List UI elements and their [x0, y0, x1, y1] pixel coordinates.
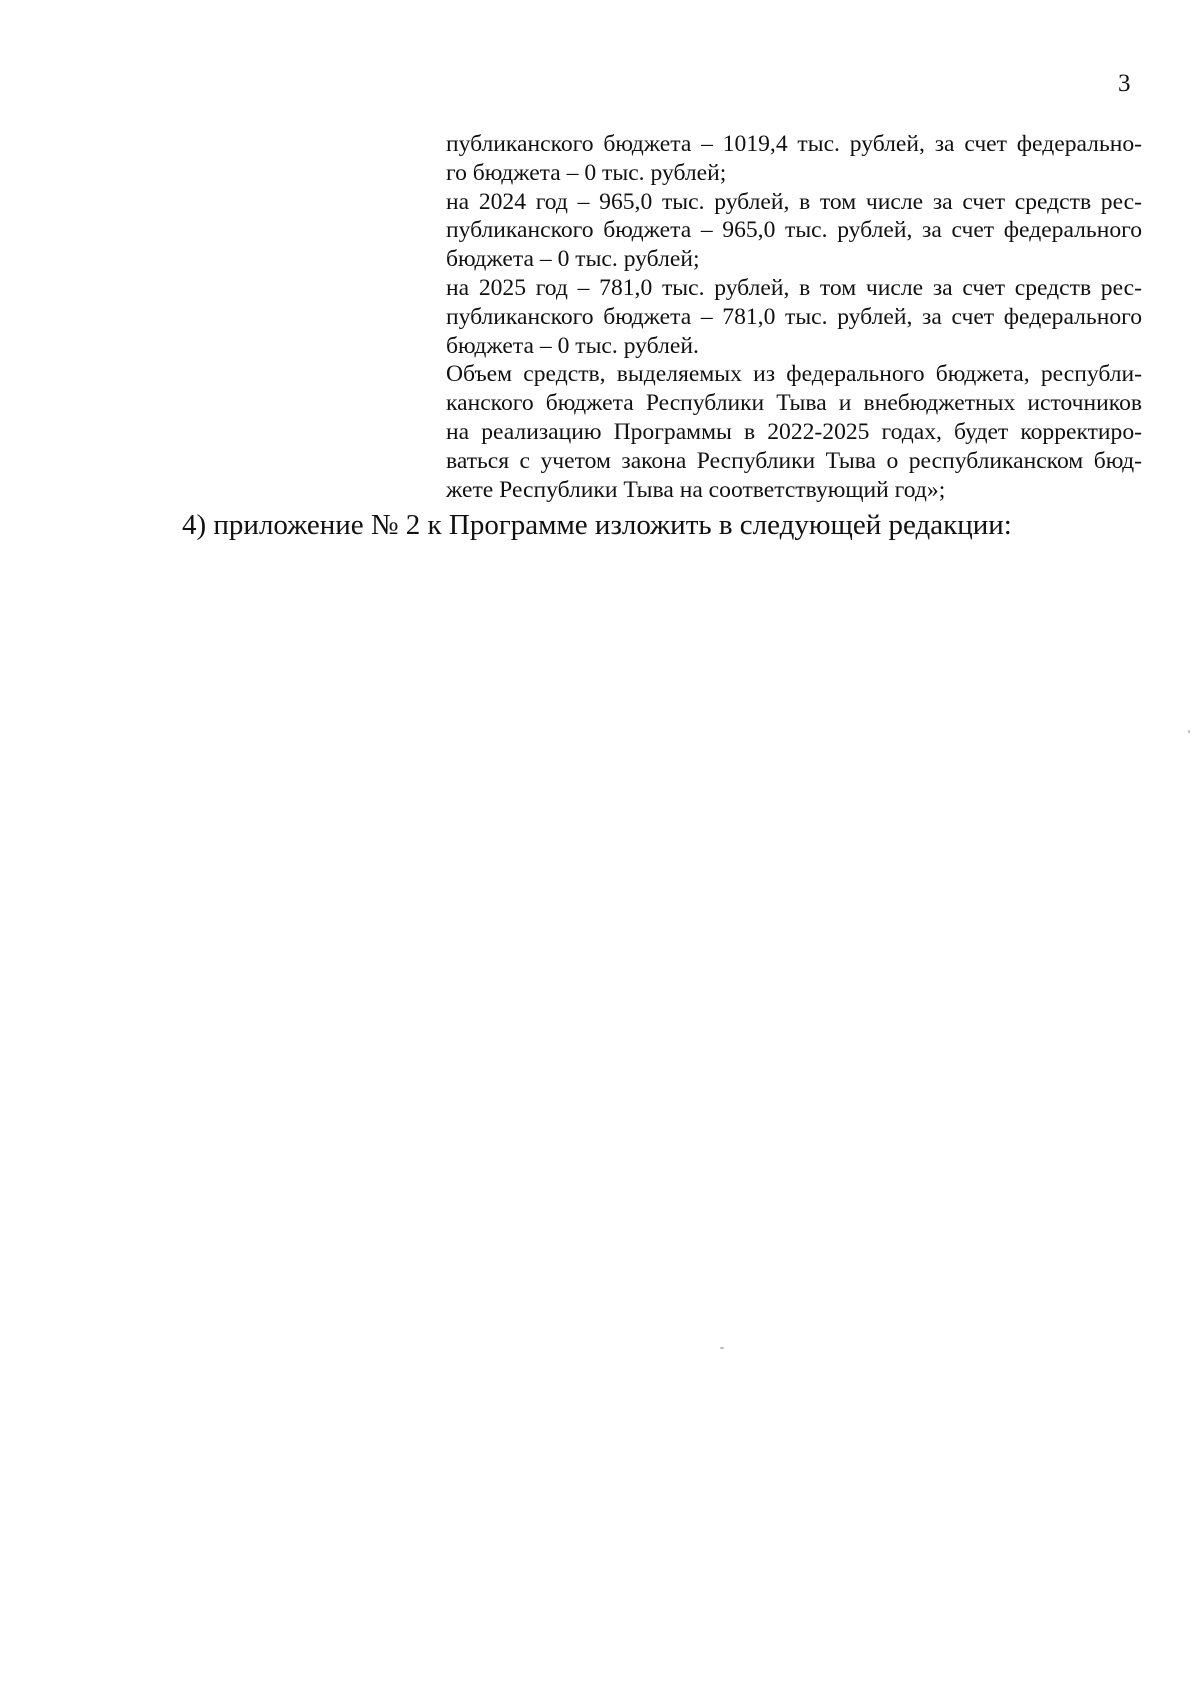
text-line: публиканского бюджета – 1019,4 тыс. рублей, за счет федерально-: [446, 131, 1142, 157]
scan-speck: [720, 1347, 724, 1349]
text-line: публиканского бюджета – 965,0 тыс. рублей, за счет федерального: [446, 217, 1142, 244]
text-line: канского бюджета Республики Тыва и внебюджетных источников: [446, 390, 1142, 417]
page-number: 3: [1118, 70, 1131, 97]
text-line: бюджета – 0 тыс. рублей;: [446, 246, 700, 273]
text-line: на 2024 год – 965,0 тыс. рублей, в том числе за счет средств рес-: [446, 188, 1142, 215]
text-line: жете Республики Тыва на соответствующий год»;: [446, 476, 946, 503]
funding-text-column: [446, 130, 1142, 504]
text-line: публиканского бюджета – 781,0 тыс. рублей, за счет федерального: [446, 303, 1142, 330]
text-line: на реализацию Программы в 2022-2025 годах, будет корректиро-: [446, 418, 1142, 445]
text-line: Объем средств, выделяемых из федерального бюджета, республи-: [446, 361, 1142, 388]
text-line: бюджета – 0 тыс. рублей.: [446, 332, 699, 359]
text-line: го бюджета – 0 тыс. рублей;: [446, 159, 727, 186]
text-line: на 2025 год – 781,0 тыс. рублей, в том числе за счет средств рес-: [446, 274, 1142, 301]
amendment-item-4: 4) приложение № 2 к Программе изложить в следующей редакции:: [182, 509, 1012, 541]
text-line: ваться с учетом закона Республики Тыва о республиканском бюд-: [446, 447, 1142, 474]
scan-speck: [1188, 730, 1190, 733]
